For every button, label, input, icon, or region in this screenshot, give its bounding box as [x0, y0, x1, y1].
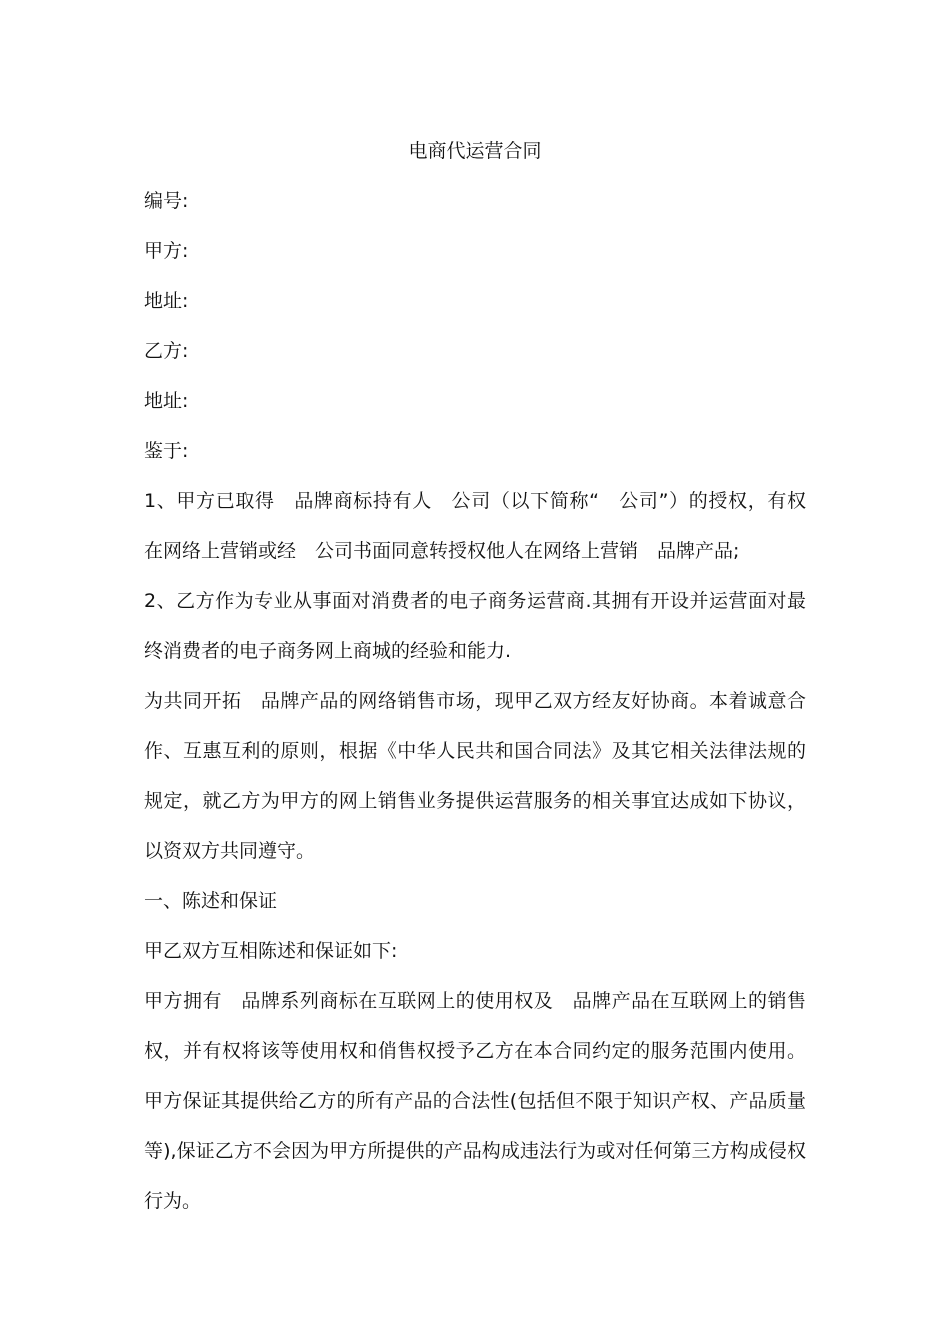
paragraph-line: 在网络上营销或经 公司书面同意转授权他人在网络上营销 品牌产品; [144, 540, 740, 562]
paragraph-line: 为共同开拓 品牌产品的网络销售市场，现甲乙双方经友好协商。本着诚意合 [144, 690, 806, 712]
paragraph-line: 甲方保证其提供给乙方的所有产品的合法性(包括但不限于知识产权、产品质量 [144, 1090, 806, 1112]
paragraph-line: 作、互惠互利的原则，根据《中华人民共和国合同法》及其它相关法律法规的 [144, 740, 806, 762]
paragraph-line: 1、甲方已取得 品牌商标持有人 公司（以下简称“ 公司”）的授权，有权 [144, 490, 806, 512]
paragraph-line: 权，并有权将该等使用权和俏售权授予乙方在本合同约定的服务范围内使用。 [144, 1040, 806, 1062]
field-number: 编号: [144, 190, 189, 212]
paragraph-line: 等),保证乙方不会因为甲方所提供的产品构成违法行为或对任何第三方构成侵权 [144, 1140, 806, 1162]
contract-title: 电商代运营合同 [408, 140, 542, 162]
paragraph-line: 2、乙方作为专业从事面对消费者的电子商务运营商.其拥有开设并运营面对最 [144, 590, 806, 612]
field-party-a: 甲方: [144, 240, 189, 262]
paragraph-line: 甲方拥有 品牌系列商标在互联网上的使用权及 品牌产品在互联网上的销售 [144, 990, 806, 1012]
field-party-b-address: 地址: [144, 390, 189, 412]
paragraph-line: 甲乙双方互相陈述和保证如下: [144, 940, 398, 962]
paragraph-line: 终消费者的电子商务网上商城的经验和能力. [144, 640, 512, 662]
paragraph-line: 行为。 [144, 1190, 202, 1212]
field-party-a-address: 地址: [144, 290, 189, 312]
contract-body [144, 185, 806, 1235]
paragraph-line: 规定，就乙方为甲方的网上销售业务提供运营服务的相关事宜达成如下协议， [144, 790, 806, 812]
paragraph-line: 以资双方共同遵守。 [144, 840, 316, 862]
field-party-b: 乙方: [144, 340, 189, 362]
section-heading: 一、陈述和保证 [144, 890, 278, 912]
whereas-heading: 鉴于: [144, 440, 189, 462]
